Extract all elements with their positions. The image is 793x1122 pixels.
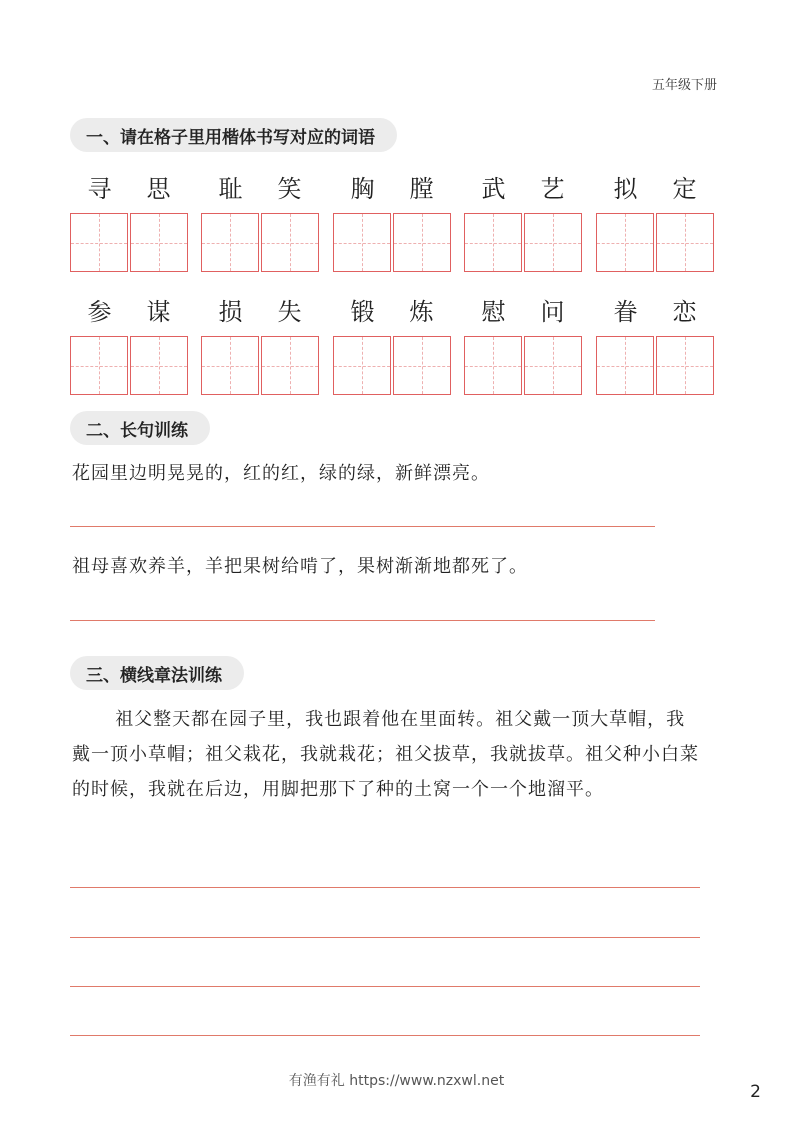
- word-char: 膛: [409, 175, 434, 203]
- writing-cell[interactable]: [596, 336, 654, 395]
- writing-cell[interactable]: [393, 213, 451, 272]
- writing-grid: [464, 336, 582, 395]
- writing-cell[interactable]: [656, 336, 714, 395]
- word-label: [70, 295, 188, 329]
- section-2-title: 二、长句训练: [70, 411, 210, 445]
- writing-grid: [596, 213, 714, 272]
- word-char: 寻: [87, 175, 112, 203]
- writing-grid: [333, 213, 451, 272]
- word-label: [464, 172, 582, 206]
- writing-cell[interactable]: [333, 336, 391, 395]
- answer-line[interactable]: [70, 526, 655, 527]
- writing-cell[interactable]: [130, 213, 188, 272]
- word-group: [70, 172, 188, 272]
- sentence-2: 祖母喜欢养羊，羊把果树给啃了，果树渐渐地都死了。: [72, 556, 528, 577]
- word-char: 胸: [350, 175, 375, 203]
- writing-cell[interactable]: [656, 213, 714, 272]
- word-row-1: [70, 172, 715, 272]
- answer-line[interactable]: [70, 986, 700, 987]
- word-label: [333, 172, 451, 206]
- writing-cell[interactable]: [596, 213, 654, 272]
- writing-cell[interactable]: [333, 213, 391, 272]
- writing-cell[interactable]: [261, 336, 319, 395]
- word-char: 定: [672, 175, 697, 203]
- word-group: [464, 295, 582, 395]
- sentence-1: 花园里边明晃晃的，红的红，绿的绿，新鲜漂亮。: [72, 463, 490, 484]
- word-char: 锻: [350, 298, 375, 326]
- word-group: [464, 172, 582, 272]
- word-label: [201, 295, 319, 329]
- word-label: [464, 295, 582, 329]
- word-char: 失: [277, 298, 302, 326]
- writing-cell[interactable]: [464, 336, 522, 395]
- writing-cell[interactable]: [201, 213, 259, 272]
- word-char: 耻: [218, 175, 243, 203]
- writing-cell[interactable]: [464, 213, 522, 272]
- word-group: [333, 172, 451, 272]
- word-group: [596, 295, 714, 395]
- writing-grid: [201, 213, 319, 272]
- page-number: 2: [750, 1082, 761, 1102]
- word-label: [596, 295, 714, 329]
- section-1-title: 一、请在格子里用楷体书写对应的词语: [70, 118, 397, 152]
- word-label: [333, 295, 451, 329]
- writing-grid: [201, 336, 319, 395]
- writing-cell[interactable]: [201, 336, 259, 395]
- word-label: [70, 172, 188, 206]
- footer-watermark: 有渔有礼 https://www.nzxwl.net: [288, 1073, 505, 1089]
- answer-line[interactable]: [70, 620, 655, 621]
- word-char: 谋: [146, 298, 171, 326]
- word-char: 拟: [613, 175, 638, 203]
- word-group: [333, 295, 451, 395]
- word-label: [201, 172, 319, 206]
- writing-grid: [596, 336, 714, 395]
- word-char: 损: [218, 298, 243, 326]
- word-char: 参: [87, 298, 112, 326]
- passage-text: 祖父整天都在园子里，我也跟着他在里面转。祖父戴一顶大草帽，我戴一顶小草帽；祖父栽花，我就栽花；祖父拔草，我就拔草。祖父种小白菜的时候，我就在后边，用脚把那下了种的土窝一个一个地溜平。: [72, 709, 699, 800]
- writing-cell[interactable]: [130, 336, 188, 395]
- word-char: 思: [146, 175, 171, 203]
- word-char: 炼: [409, 298, 434, 326]
- word-char: 问: [540, 298, 565, 326]
- word-char: 眷: [613, 298, 638, 326]
- answer-line[interactable]: [70, 1035, 700, 1036]
- word-char: 慰: [481, 298, 506, 326]
- word-group: [70, 295, 188, 395]
- word-char: 恋: [672, 298, 697, 326]
- word-char: 艺: [540, 175, 565, 203]
- writing-grid: [70, 213, 188, 272]
- answer-line[interactable]: [70, 887, 700, 888]
- writing-cell[interactable]: [393, 336, 451, 395]
- writing-cell[interactable]: [524, 336, 582, 395]
- writing-cell[interactable]: [70, 336, 128, 395]
- writing-grid: [464, 213, 582, 272]
- section-3-title: 三、横线章法训练: [70, 656, 244, 690]
- word-char: 武: [481, 175, 506, 203]
- word-char: 笑: [277, 175, 302, 203]
- writing-cell[interactable]: [70, 213, 128, 272]
- word-group: [201, 295, 319, 395]
- word-row-2: [70, 295, 715, 395]
- word-group: [596, 172, 714, 272]
- answer-line[interactable]: [70, 937, 700, 938]
- writing-grid: [70, 336, 188, 395]
- writing-cell[interactable]: [261, 213, 319, 272]
- word-label: [596, 172, 714, 206]
- word-group: [201, 172, 319, 272]
- writing-grid: [333, 336, 451, 395]
- page-header-grade: 五年级下册: [651, 78, 717, 93]
- writing-cell[interactable]: [524, 213, 582, 272]
